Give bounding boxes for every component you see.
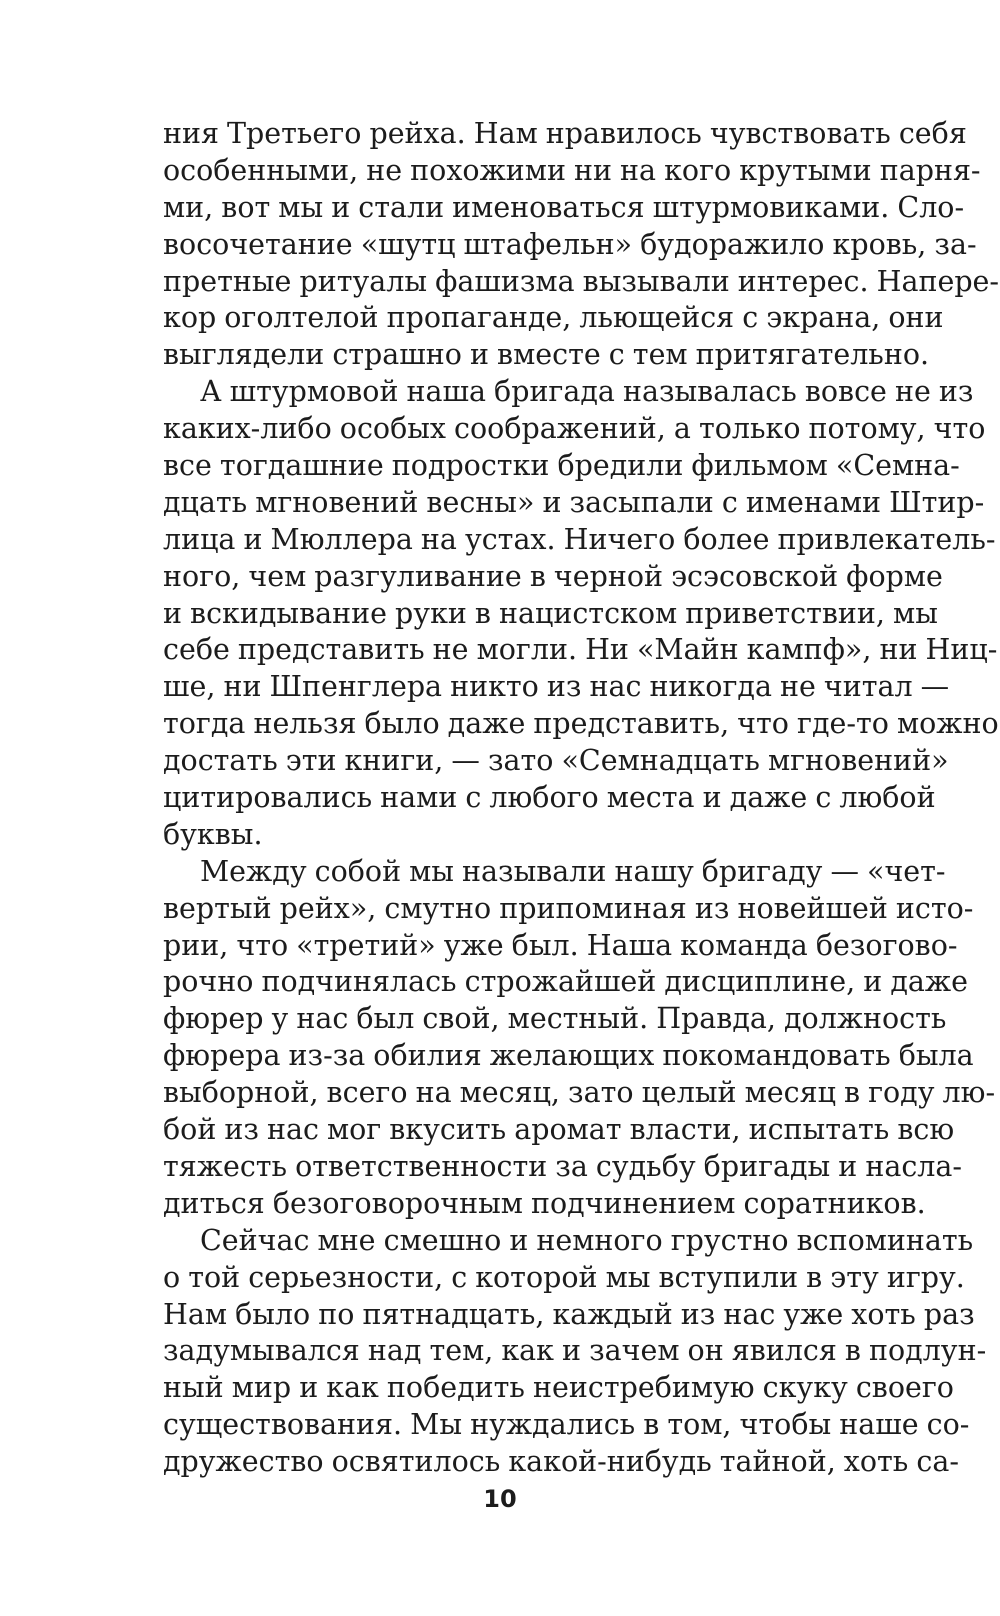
text-line: лица и Мюллера на устах. Ничего более привлекатель-: [163, 522, 996, 556]
text-line: фюрер у нас был свой, местный. Правда, должность: [163, 1002, 947, 1036]
text-line: ный мир и как победить неистребимую скуку своего: [163, 1371, 954, 1405]
text-line: тогда нельзя было даже представить, что где-то можно: [163, 707, 999, 741]
page-number: 10: [483, 1485, 517, 1513]
text-line: восочетание «шутц штафельн» будоражило кровь, за-: [163, 227, 977, 261]
text-line: Между собой мы называли нашу бригаду — «чет-: [200, 854, 946, 888]
text-line: все тогдашние подростки бредили фильмом «Семна-: [163, 449, 960, 483]
text-line: дружество освятилось какой-нибудь тайной, хоть са-: [163, 1445, 959, 1479]
paragraph: [163, 1223, 987, 1481]
text-line: диться безоговорочным подчинением соратников.: [163, 1186, 926, 1220]
text-line: А штурмовой наша бригада называлась вовсе не из: [200, 375, 974, 409]
text-line: дцать мгновений весны» и засыпали с именами Штир-: [163, 485, 985, 519]
text-line: буквы.: [163, 817, 263, 851]
text-line: Нам было по пятнадцать, каждый из нас уже хоть раз: [163, 1297, 975, 1331]
text-line: ше, ни Шпенглера никто из нас никогда не читал —: [163, 670, 950, 704]
text-line: и вскидывание руки в нацистском приветствии, мы: [163, 596, 938, 630]
text-line: цитировались нами с любого места и даже с любой: [163, 781, 936, 815]
text-line: вертый рейх», смутно припоминая из новейшей исто-: [163, 891, 974, 925]
paragraph: [163, 116, 1000, 374]
text-line: выборной, всего на месяц, зато целый месяц в году лю-: [163, 1076, 996, 1110]
text-line: рочно подчинялась строжайшей дисциплине, и даже: [163, 965, 968, 999]
text-line: достать эти книги, — зато «Семнадцать мгновений»: [163, 744, 949, 778]
paragraph: [163, 374, 999, 854]
text-line: особенными, не похожими ни на кого крутыми парня-: [163, 153, 981, 187]
text-line: себе представить не могли. Ни «Майн кампф», ни Ниц-: [163, 633, 998, 667]
text-line: претные ритуалы фашизма вызывали интерес. Напере-: [163, 264, 1000, 298]
text-line: Сейчас мне смешно и немного грустно вспоминать: [200, 1223, 974, 1257]
text-line: ного, чем разгуливание в черной эсэсовской форме: [163, 559, 943, 593]
body-text: [163, 116, 1000, 1481]
text-line: бой из нас мог вкусить аромат власти, испытать всю: [163, 1113, 955, 1147]
text-line: существования. Мы нуждались в том, чтобы наше со-: [163, 1408, 970, 1442]
text-line: ния Третьего рейха. Нам нравилось чувствовать себя: [163, 117, 967, 150]
text-line: рии, что «третий» уже был. Наша команда безогово-: [163, 928, 958, 962]
text-line: фюрера из-за обилия желающих покомандовать была: [163, 1039, 974, 1073]
text-line: кор оголтелой пропаганде, льющейся с экрана, они: [163, 301, 944, 335]
text-line: выглядели страшно и вместе с тем притягательно.: [163, 338, 930, 372]
paragraph: [163, 854, 996, 1223]
text-line: задумывался над тем, как и зачем он явился в подлун-: [163, 1334, 987, 1368]
text-line: каких-либо особых соображений, а только потому, что: [163, 412, 986, 446]
text-line: о той серьезности, с которой мы вступили в эту игру.: [163, 1260, 965, 1294]
text-line: ми, вот мы и стали именоваться штурмовиками. Сло-: [163, 190, 965, 224]
text-line: тяжесть ответственности за судьбу бригады и насла-: [163, 1149, 963, 1183]
